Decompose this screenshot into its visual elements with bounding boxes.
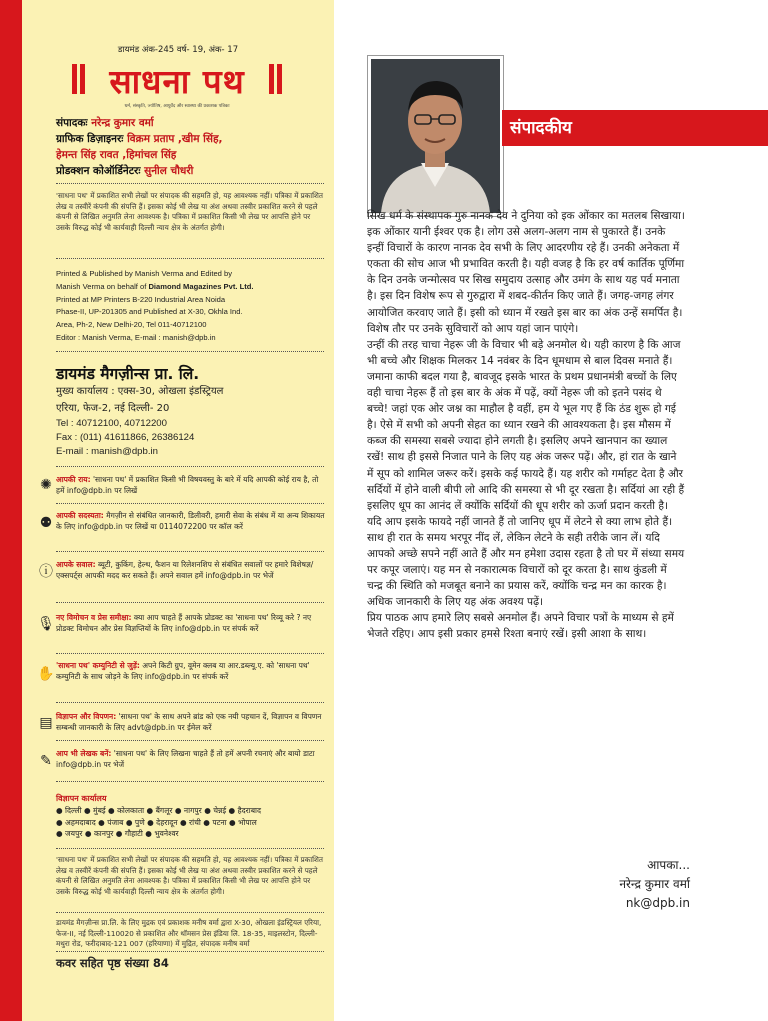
divider <box>56 351 324 352</box>
handshake-icon: ✋ <box>37 666 55 682</box>
logo-right-bar-2 <box>277 64 282 94</box>
masthead-sidebar <box>22 0 334 1021</box>
divider <box>56 503 324 504</box>
divider <box>56 702 324 703</box>
publisher-info: Printed & Published by Manish Verma and Edited by Manish Verma on behalf of Diamond Magazines Pvt. Ltd. Printed at MP Printers B-220 Industrial Area Noida Phase-II, UP-201305 and Published at X-30, Okhla Ind. Area, Ph-2, New Delhi-20, Tel 011-40712100 Editor : Manish Verma, E-mail : manish@dpb.in <box>56 269 254 342</box>
signature-block <box>560 856 690 913</box>
logo-text: साधना पथ <box>109 62 245 101</box>
editorial-paragraph: उन्हीं की तरह चाचा नेहरू जी के विचार भी बड़े अनमोल थे। यही कारण है कि आज भी बच्चे और शिक्षक मिलकर 14 नवंबर के दिन धूमधाम से बाल दिवस मनाते हैं। जमाना काफी बदल गया है, बावजूद इसके भारत के प्रथम प्रधानमंत्री बच्चों के लिए वही चाचा नेहरू हैं तो इस बार के अंक में पढ़ें, क्यों नेहरू जी को इतने पसंद थे बच्चे! जहां एक ओर जश्न का माहौल है वहीं, हम ये भूल गए हैं कि ठंड शुरू हो गई है। ऐसे में सभी को अपनी सेहत का ध्यान रखने की आवश्यकता है। इस मौसम में कब्ज की समस्या सबसे ज्यादा होने लगती है। इसलिए अपने खानपान का ख्याल रखें! साथ ही इससे निजात पाने के लिए यह अंक जरूर पढ़ें। और, हां रात के खाने में सूप को शामिल जरूर करें। इसके कई फायदे हैं। यह शरीर को गर्माहट देता है और सर्दियों में होने वाली बीपी लो आदि की समस्या से भी दूर रखता है। सर्दियां आ रही हैं इसलिए धूप का आनंद लें क्योंकि सर्दियों की धूप शरीर को ऊर्जा प्रदान करती है। यदि आप इसके फायदे नहीं जानते हैं तो जानिए धूप में लेटने से क्या लाभ होते हैं। साथ ही रात के समय भरपूर नींद लें, लेकिन लेटने के सही तरीके जान लें। यदि आपको अच्छे सपने नहीं आते हैं और मन हमेशा उदास रहता है तो घर में संध्या समय पर कपूर जलाएं। यह मन से नकारात्मक विचारों को दूर करता है। साथ कुंडली में चन्द्र की स्थिति को मजबूत बनाने का प्रयास करें, क्योंकि चन्द्र मन का कारक है। अधिक जानकारी के लिए यह अंक अवश्य पढ़ें। <box>367 338 685 609</box>
contact-opinion: आपकी राय: 'साधना पथ' में प्रकाशित किसी भी विषयवस्तु के बारे में यदि आपकी कोई राय है, तो हमें info@dpb.in पर लिखें <box>56 475 319 495</box>
left-red-stripe <box>0 0 22 1021</box>
disclaimer-bottom: 'साधना पथ' में प्रकाशित सभी लेखों पर संपादक की सहमति हो, यह आवश्यक नहीं। पत्रिका में प्रकाशित लेख व तस्वीरें कंपनी की संपत्ति हैं। इसका कोई भी लेख या अंश अथवा तस्वीर प्रकाशित करने से पहले कंपनी से लिखित अनुमति लेना आवश्यक है। पत्रिका में प्रकाशित किसी भी लेख पर आपत्ति होने पर उसके विरुद्ध कोई भी कार्यवाही दिल्ली न्याय क्षेत्र के अंतर्गत होगी। <box>56 855 323 896</box>
print-line: डायमंड मैगज़ीन्स प्रा.लि. के लिए मुद्रक एवं प्रकाशक मनीष वर्मा द्वारा X-30, ओखला इंडस्ट्रियल एरिया, फेज-II, नई दिल्ली-110020 से प्रकाशित और थॉमसन प्रेस इंडिया लि. 18-35, माइलस्टोन, दिल्ली-मथुरा रोड, फरीदाबाद-121 007 (हरियाणा) में मुद्रित, संपादक मनीष वर्मा <box>56 918 322 948</box>
editor-photo <box>367 55 504 217</box>
credit-editor: संपादकः नरेन्द्र कुमार वर्मा <box>56 117 154 129</box>
contact-press: नए विमोचन व प्रेस समीक्षा: क्या आप चाहते हैं आपके प्रोडक्ट का 'साधना पथ' रिव्यू करे ? नए प्रोडक्ट विमोचन और प्रेस विज्ञप्तियों के लिए info@dpb.in पर संपर्क करें <box>56 613 312 633</box>
credit-designer-cont: हेमन्त सिंह रावत ,हिमांचल सिंह <box>56 149 177 161</box>
disclaimer-top: 'साधना पथ' में प्रकाशित सभी लेखों पर संपादक की सहमति हो, यह आवश्यक नहीं। पत्रिका में प्रकाशित लेख व तस्वीरें कंपनी की संपत्ति हैं। इसका कोई भी लेख या अंश अथवा तस्वीर प्रकाशित करने से पहले कंपनी से लिखित अनुमति लेना आवश्यक है। पत्रिका में प्रकाशित किसी भी लेख पर आपत्ति होने पर उसके विरुद्ध कोई भी कार्यवाही दिल्ली न्याय क्षेत्र के अंतर्गत होगी। <box>56 191 323 232</box>
issue-line: डायमंड अंक-245 वर्ष- 19, अंक- 17 <box>117 45 239 55</box>
users-icon: ⚉ <box>39 515 53 531</box>
editorial-paragraph: प्रिय पाठक आप हमारे लिए सबसे अनमोल हैं। अपने विचार पत्रों के माध्यम से हमें भेजते रहिए। आप इसी प्रकार हमसे रिश्ता बनाएं रखें। इसी आशा के साथ। <box>367 612 674 641</box>
contact-advertising: विज्ञापन और विपणन: 'साधना पथ' के साथ अपने ब्रांड को एक नयी पहचान दें, विज्ञापन व विपणन सम्बन्धी जानकारी के लिए advt@dpb.in पर ईमेल करें <box>56 712 322 732</box>
signature-name: नरेन्द्र कुमार वर्मा <box>619 877 690 891</box>
divider <box>56 466 324 467</box>
editor-portrait-image <box>371 59 500 213</box>
logo-tagline: धर्म, संस्कृति, ज्योतिष, आयुर्वेद और स्वास्थ्य की प्रकाशक पत्रिका <box>124 104 230 109</box>
divider <box>56 258 324 259</box>
newspaper-icon: ▤ <box>39 715 53 731</box>
magazine-logo <box>72 58 282 108</box>
divider <box>56 653 324 654</box>
head-office: मुख्य कार्यालय : एक्स-30, ओखला इंडस्ट्रियल एरिया, फेज-2, नई दिल्ली- 20 Tel : 40712100, 40712200 Fax : (011) 41611866, 26386124 E-mail : manish@dpb.in <box>56 386 224 457</box>
divider <box>56 848 324 849</box>
editorial-banner <box>502 110 768 146</box>
editorial-paragraph: सिख धर्म के संस्थापक गुरु नानक देव ने दुनिया को इक ओंकार का मतलब सिखाया। इक ओंकार यानी ईश्वर एक है। लोग उसे अलग-अलग नाम से पुकारते हैं। उनके इन्हीं विचारों के कारण नानक देव सभी के लिए आदरणीय रहे हैं। उनकी अनेकता में एकता की सोच आज भी प्रभावित करती है। यही वजह है कि हर वर्ष कार्तिक पूर्णिमा के दिन उनके जन्मोत्सव पर सिख समुदाय उत्साह और उमंग के साथ यह पर्व मनाता है। इस दिन विशेष रूप से गुरुद्वारा में शबद-कीर्तन किए जाते हैं। जगह-जगह लंगर आयोजित करवाए जाते हैं। इसी को ध्यान में रखते इस बार का अंक उन्हें समर्पित है। विशेष तौर पर उनके सुविचारों को आप यहां जान पाएंगे। <box>367 210 685 335</box>
signoff: आपका... <box>647 858 690 872</box>
contact-community: 'साधना पथ' कम्युनिटी से जुड़ें: अपने किटी ग्रुप, वूमेन क्लब या आर.डब्ल्यू.ए. को 'साधना पथ' कम्युनिटी के साथ जोड़ने के लिए info@dpb.in पर संपर्क करें <box>56 661 310 681</box>
contact-questions: आपके सवाल: ब्यूटी, कुकिंग, हेल्थ, फैशन या रिलेशनशिप से संबंधित सवालों पर हमारे विशेषज्ञ/एक्सपर्ट्स आपकी मदद कर सकते हैं। अपने सवाल हमें info@dpb.in पर भेजें <box>56 560 314 580</box>
contact-writer: आप भी लेखक बनें: 'साधना पथ' के लिए लिखना चाहते हैं तो हमें अपनी रचनाएं और बायो डाटा info@dpb.in पर भेजें <box>56 749 315 769</box>
page-count: कवर सहित पृष्ठ संख्या 84 <box>56 956 169 970</box>
divider <box>56 740 324 741</box>
ad-offices-title: विज्ञापन कार्यालय <box>56 794 107 803</box>
editorial-body <box>367 208 685 643</box>
microphone-icon: 🎙 <box>37 616 55 632</box>
sun-icon: ✺ <box>40 477 52 493</box>
logo-right-bar <box>269 64 274 94</box>
divider <box>56 912 324 913</box>
divider <box>56 602 324 603</box>
company-name: डायमंड मैगज़ीन्स प्रा. लि. <box>56 365 200 383</box>
question-icon: ⓘ <box>39 564 53 580</box>
pencil-icon: ✎ <box>40 753 52 769</box>
signature-email: nk@dpb.in <box>625 896 690 910</box>
ad-offices-list: ● दिल्ली ● मुंबई ● कोलकाता ● बैंगलूर ● नागपुर ● चेन्नई ● हैदराबाद ● अहमदाबाद ● पंजाब ● पुणे ● देहरादून ● रांची ● पटना ● भोपाल ● जयपुर ● कानपुर ● गौहाटी ● भुवनेश्वर <box>56 806 262 838</box>
editorial-heading: संपादकीय <box>510 118 572 138</box>
credit-designer: ग्राफिक डिज़ाइनरः विक्रम प्रताप ,खीम सिंह, <box>56 133 223 145</box>
credits-block <box>56 115 326 179</box>
credit-production: प्रोडक्शन कोऑर्डिनेटरः सुनील चौधरी <box>56 165 194 177</box>
divider <box>56 781 324 782</box>
divider <box>56 183 324 184</box>
divider <box>56 951 324 952</box>
contact-subscription: आपकी सदस्यता: मैगज़ीन से संबंधित जानकारी, डिलीवरी, हमारी सेवा के संबंध में या अन्य शिकायत के लिए info@dpb.in पर लिखें या 0114072200 पर कॉल करें <box>56 511 325 531</box>
divider <box>56 551 324 552</box>
